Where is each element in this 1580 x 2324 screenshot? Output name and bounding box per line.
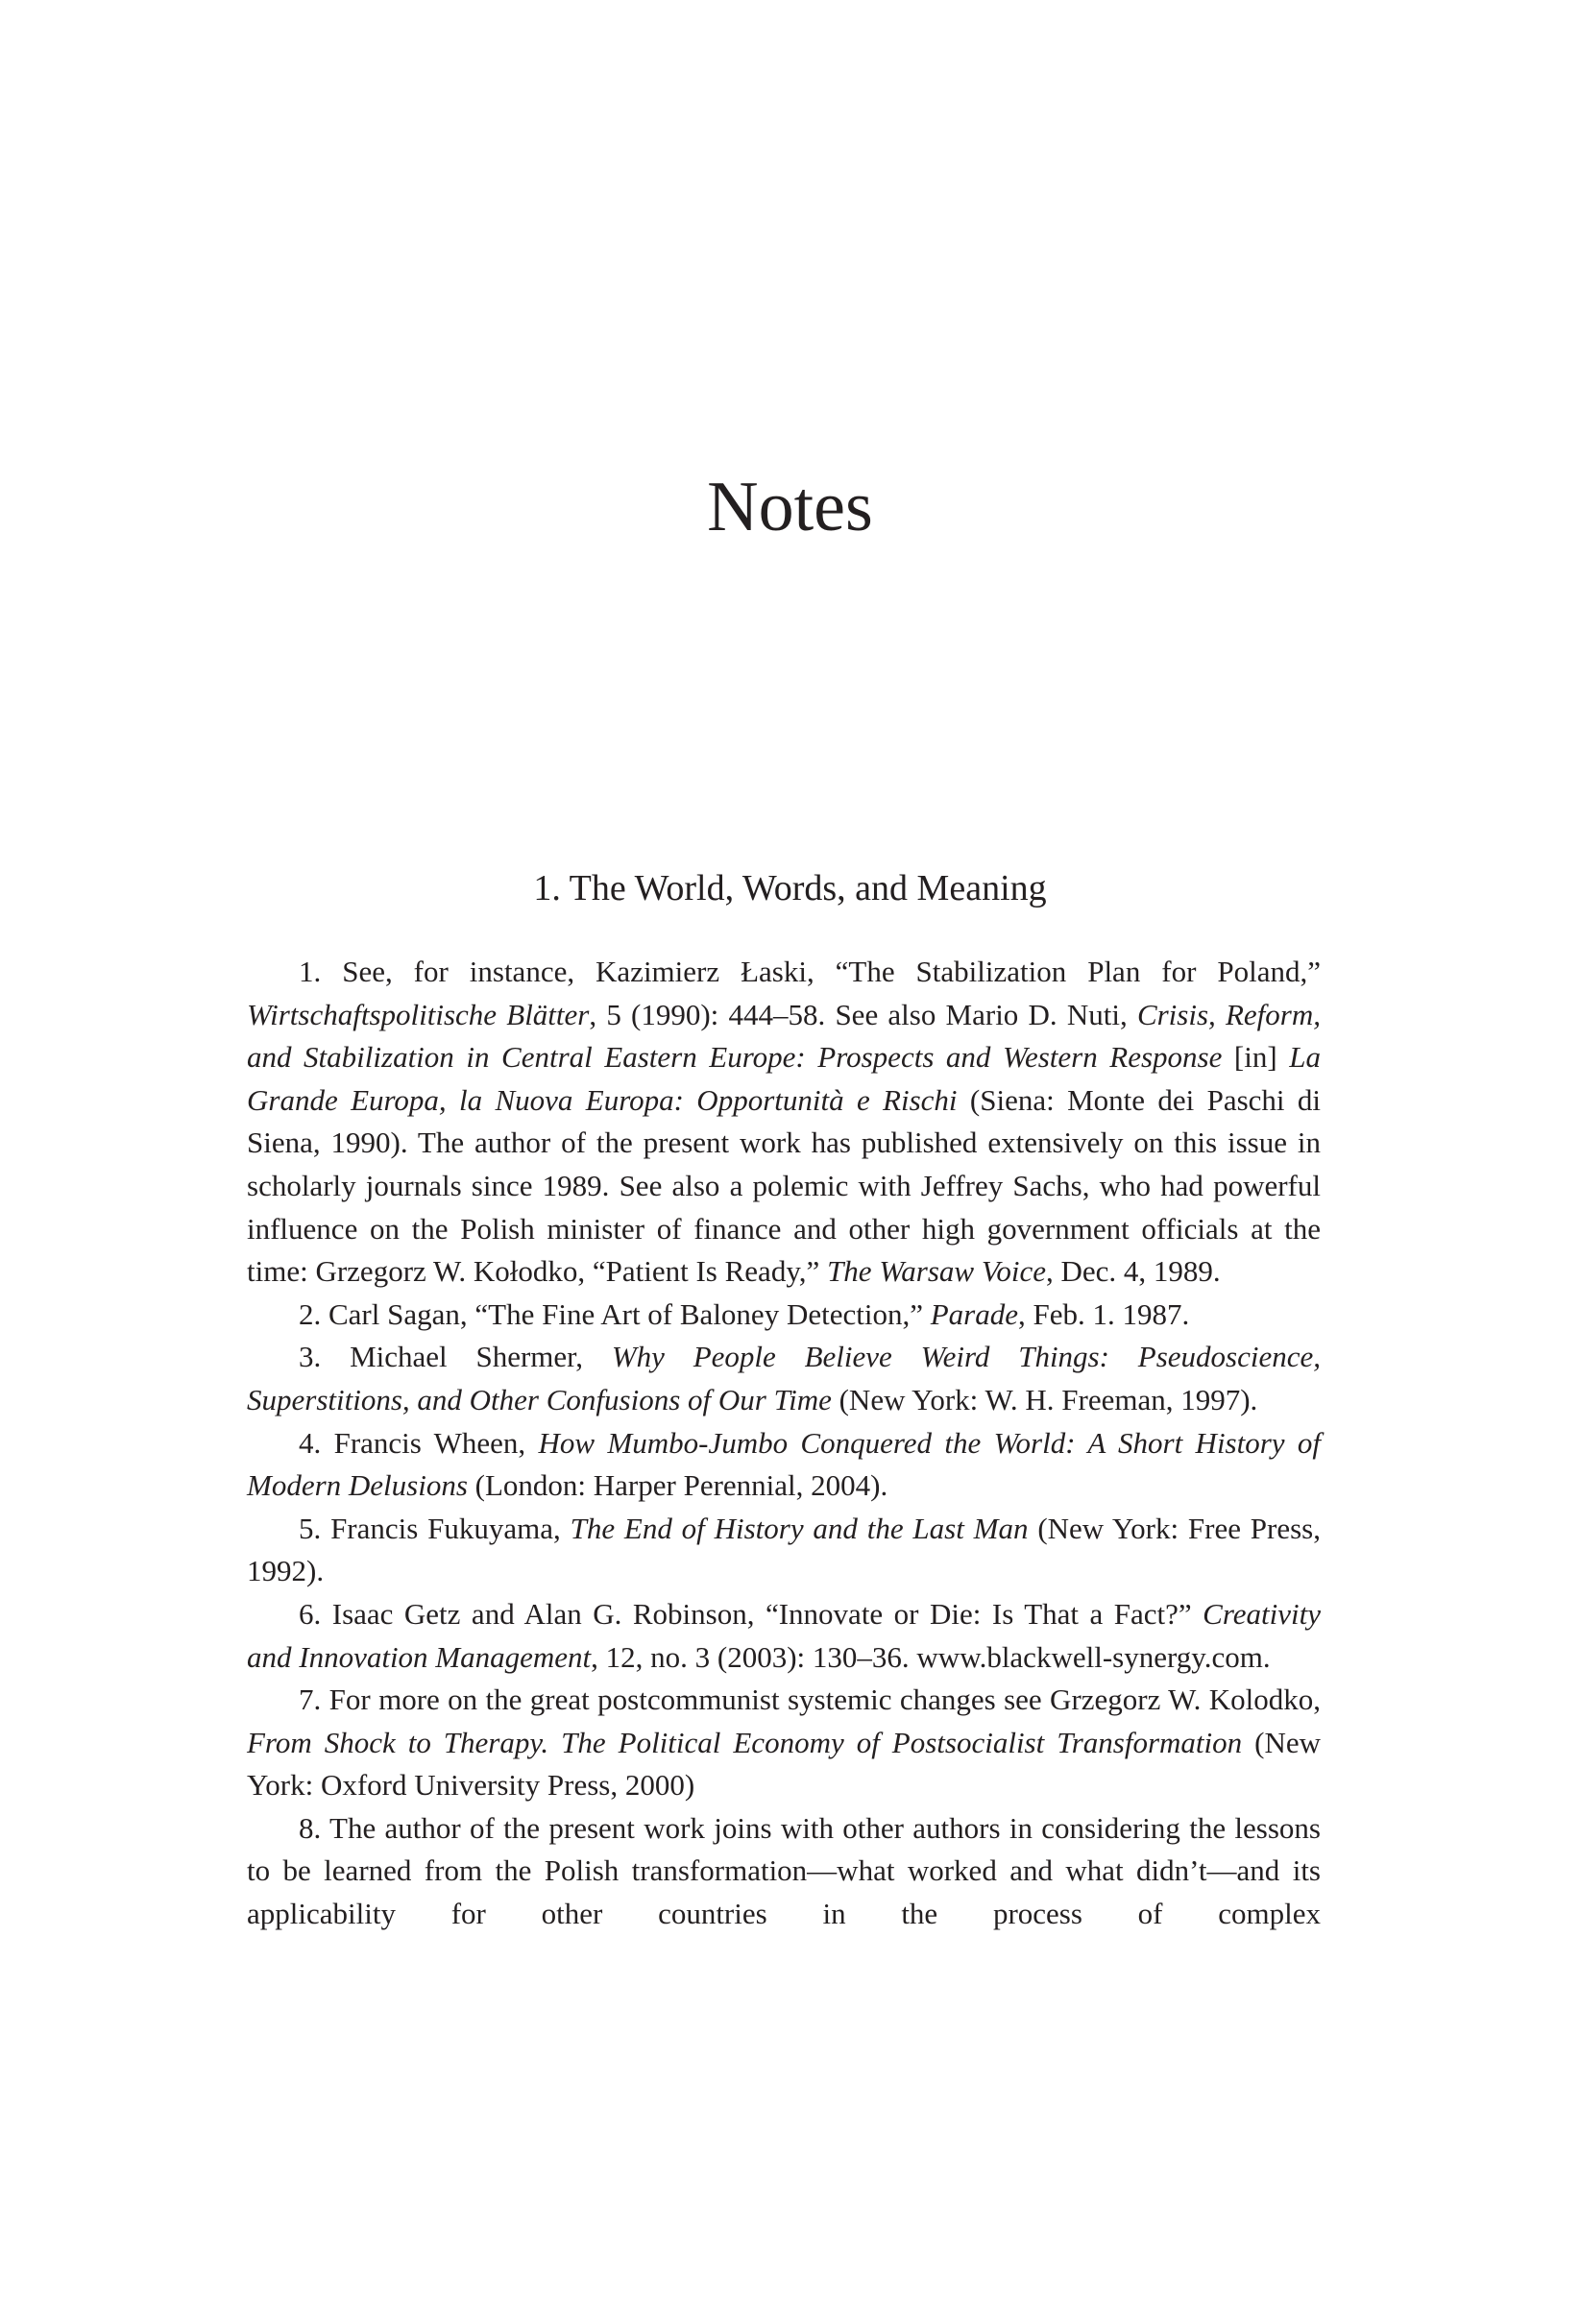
note-number: 5. xyxy=(299,1511,322,1545)
note-number: 8. xyxy=(299,1810,322,1845)
note-6: 6. Isaac Getz and Alan G. Robinson, “Innovate or Die: Is That a Fact?” Creativity and Innovation Management, 12, no. 3 (2003): 130–36. www.blackwell-synergy.com. xyxy=(247,1596,1321,1674)
notes-list xyxy=(247,951,1321,1936)
chapter-heading: 1. The World, Words, and Meaning xyxy=(533,868,1047,908)
note-1: 1. See, for instance, Kazimierz Łaski, “The Stabilization Plan for Poland,” Wirtschaftspolitische Blätter, 5 (1990): 444–58. See also Mario D. Nuti, Crisis, Reform, and Stabilization in Central Eastern Europe: Prospects and Western Response [in] La Grande Europa, la Nuova Europa: Opportunità e Rischi (Siena: Monte dei Paschi di Siena, 1990). The author of the present work has published extensively on this issue in scholarly journals since 1989. See also a polemic with Jeffrey Sachs, who had powerful influence on the Polish minister of finance and other high government officials at the time: Grzegorz W. Kołodko, “Patient Is Ready,” The Warsaw Voice, Dec. 4, 1989. xyxy=(247,955,1321,1289)
note-number: 7. xyxy=(299,1682,322,1717)
note-2: 2. Carl Sagan, “The Fine Art of Baloney Detection,” Parade, Feb. 1. 1987. xyxy=(299,1296,1190,1331)
note-number: 6. xyxy=(299,1596,322,1631)
note-4: 4. Francis Wheen, How Mumbo-Jumbo Conquered the World: A Short History of Modern Delusions (London: Harper Perennial, 2004). xyxy=(247,1425,1322,1503)
note-5: 5. Francis Fukuyama, The End of History and the Last Man (New York: Free Press, 1992). xyxy=(247,1511,1321,1588)
note-number: 2. xyxy=(299,1296,322,1331)
note-number: 1. xyxy=(299,955,322,988)
note-7: 7. For more on the great postcommunist systemic changes see Grzegorz W. Kolodko, From Shock to Therapy. The Political Economy of Postsocialist Transformation (New York: Oxford University Press, 2000) xyxy=(247,1682,1322,1803)
note-number: 3. xyxy=(299,1340,322,1374)
note-number: 4. xyxy=(299,1425,322,1460)
note-8: 8. The author of the present work joins with other authors in considering the lessons to be learned from the Polish transformation—what worked and what didn’t—and its applicability for other countries in the process of complex xyxy=(247,1810,1321,1931)
page-title: Notes xyxy=(707,468,873,546)
note-3: 3. Michael Shermer, Why People Believe Weird Things: Pseudoscience, Superstitions, and Other Confusions of Our Time (New York: W. H. Freeman, 1997). xyxy=(247,1340,1321,1416)
